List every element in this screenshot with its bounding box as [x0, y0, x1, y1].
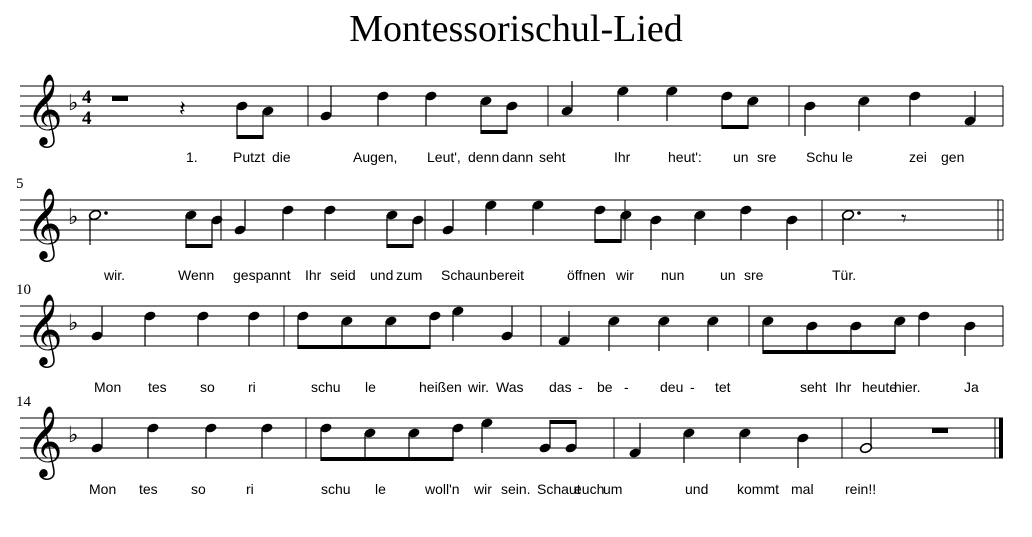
- lyric-syllable: und: [370, 267, 394, 283]
- augmentation-dot: [857, 211, 861, 215]
- measure-number: 14: [16, 394, 31, 410]
- lyric-syllable: kommt: [737, 481, 779, 497]
- lyric-syllable: hier.: [894, 379, 921, 395]
- lyric-syllable: rein!!: [845, 481, 877, 497]
- flat-icon: ♭: [68, 311, 79, 336]
- lyric-syllable: be: [597, 379, 613, 395]
- treble-clef-icon: 𝄞: [26, 72, 63, 145]
- note-beam: [387, 244, 413, 248]
- lyric-syllable: Augen,: [353, 149, 398, 165]
- note-beam: [481, 130, 507, 134]
- staff-system-2: [20, 186, 1003, 262]
- lyric-syllable: und: [685, 481, 709, 497]
- flat-icon: ♭: [68, 205, 79, 230]
- lyric-syllable: sein.: [501, 481, 531, 497]
- lyric-syllable: Ja: [964, 379, 979, 395]
- lyric-syllable: Schaun: [441, 267, 489, 283]
- lyric-syllable: Wenn: [178, 267, 215, 283]
- eighth-rest-icon: 𝄾: [901, 207, 907, 232]
- lyric-syllable: Tür.: [832, 267, 857, 283]
- lyric-syllable: deu: [660, 379, 684, 395]
- lyric-syllable: gen: [941, 149, 965, 165]
- lyric-syllable: wir: [616, 267, 634, 283]
- lyric-syllable: -: [578, 379, 583, 395]
- lyric-syllable: zum: [396, 267, 423, 283]
- lyrics-line-1: [186, 149, 964, 165]
- measure-number: 5: [16, 176, 24, 192]
- lyric-syllable: le: [365, 379, 376, 395]
- note-beam: [595, 239, 621, 243]
- lyric-syllable: wir: [474, 481, 492, 497]
- treble-clef-icon: 𝄞: [26, 292, 63, 365]
- lyric-syllable: um: [603, 481, 623, 497]
- lyric-syllable: 1.: [186, 149, 198, 165]
- lyric-syllable: seid: [330, 267, 356, 283]
- lyric-syllable: bereit: [489, 267, 525, 283]
- lyric-syllable: -: [690, 379, 695, 395]
- lyric-syllable: Ihr: [305, 267, 322, 283]
- lyric-syllable: so: [200, 379, 215, 395]
- note-beam: [186, 244, 212, 248]
- lyric-syllable: so: [191, 481, 206, 497]
- note-beam: [298, 345, 430, 349]
- lyric-syllable: le: [375, 481, 386, 497]
- notes-group: [90, 417, 948, 468]
- lyric-syllable: -: [624, 379, 629, 395]
- final-bar-line: [999, 418, 1003, 458]
- lyric-syllable: Was: [496, 379, 524, 395]
- lyric-syllable: das: [549, 379, 572, 395]
- flat-icon: ♭: [68, 423, 79, 448]
- lyric-syllable: Leut',: [427, 149, 461, 165]
- notes-group: [90, 305, 976, 356]
- quarter-rest-icon: 𝄽: [179, 97, 186, 122]
- note-beam: [550, 420, 576, 424]
- notes-group: [112, 81, 977, 139]
- notes-group: [88, 199, 907, 250]
- lyric-syllable: Mon: [94, 379, 122, 395]
- lyric-syllable: euch: [574, 481, 605, 497]
- staff-system-4: [20, 404, 1003, 480]
- augmentation-dot: [104, 211, 108, 215]
- lyric-syllable: Ihr: [614, 149, 631, 165]
- lyric-syllable: schu: [311, 379, 341, 395]
- note-beam: [722, 125, 748, 129]
- lyric-syllable: schu: [321, 481, 351, 497]
- lyric-syllable: Ihr: [835, 379, 852, 395]
- lyric-syllable: wir.: [104, 267, 125, 283]
- lyric-syllable: sre: [757, 149, 777, 165]
- lyric-syllable: sre: [744, 267, 764, 283]
- note-beam: [321, 457, 453, 461]
- lyric-syllable: Schaut: [537, 481, 581, 497]
- time-signature-top: 4: [82, 87, 92, 108]
- lyric-syllable: denn: [468, 149, 500, 165]
- lyric-syllable: Mon: [89, 481, 117, 497]
- lyrics-line-4: [16, 394, 876, 497]
- treble-clef-icon: 𝄞: [26, 404, 63, 477]
- lyric-syllable: heute: [862, 379, 898, 395]
- lyric-syllable: seht: [800, 379, 827, 395]
- lyric-syllable: tes: [148, 379, 167, 395]
- lyric-syllable: woll'n: [425, 481, 460, 497]
- lyric-syllable: ri: [246, 481, 254, 497]
- lyric-syllable: mal: [791, 481, 814, 497]
- lyric-syllable: un: [733, 149, 749, 165]
- measure-number: 10: [16, 282, 31, 298]
- lyrics-line-3: [16, 282, 979, 395]
- treble-clef-icon: 𝄞: [26, 186, 63, 259]
- flat-icon: ♭: [68, 91, 79, 116]
- lyric-syllable: gespannt: [233, 267, 291, 283]
- lyric-syllable: heut':: [668, 149, 702, 165]
- lyric-syllable: die: [272, 149, 291, 165]
- lyric-syllable: tet: [715, 379, 731, 395]
- lyric-syllable: Putzt: [233, 149, 265, 165]
- lyric-syllable: zei: [909, 149, 927, 165]
- lyric-syllable: le: [842, 149, 853, 165]
- lyric-syllable: seht: [539, 149, 566, 165]
- lyric-syllable: nun: [661, 267, 685, 283]
- note-beam: [237, 135, 263, 139]
- lyric-syllable: Schu: [806, 149, 838, 165]
- lyric-syllable: heißen: [419, 379, 462, 395]
- lyric-syllable: wir.: [468, 379, 489, 395]
- rest-icon: [112, 96, 128, 101]
- lyric-syllable: dann: [502, 149, 534, 165]
- rest-icon: [932, 428, 948, 433]
- time-signature-bottom: 4: [82, 108, 92, 129]
- lyric-syllable: tes: [139, 481, 158, 497]
- song-title: Montessorischul-Lied: [349, 8, 683, 50]
- lyric-syllable: un: [720, 267, 736, 283]
- lyric-syllable: ri: [248, 379, 256, 395]
- lyric-syllable: öffnen: [567, 267, 606, 283]
- note-beam: [763, 350, 895, 354]
